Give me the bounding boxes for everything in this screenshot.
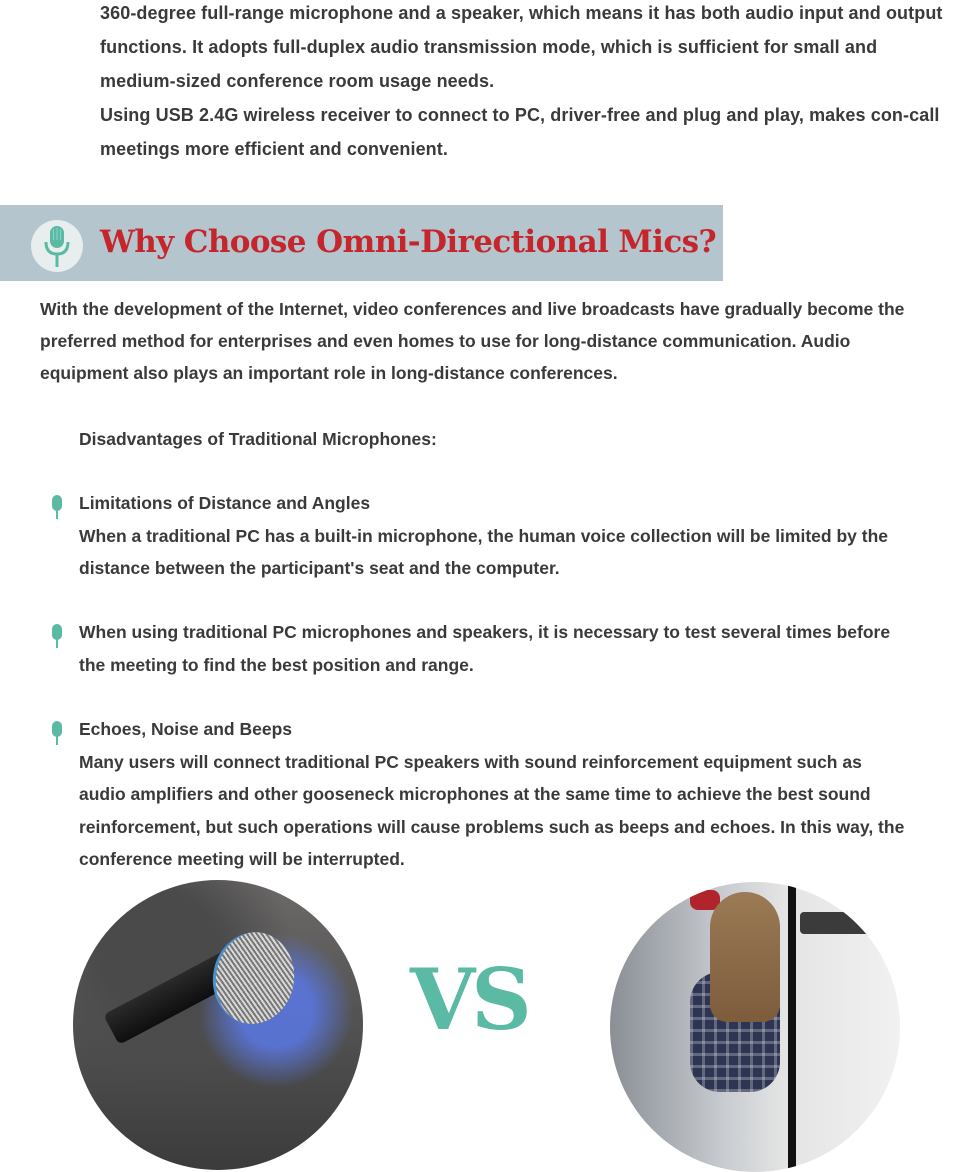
- vs-label: VS: [410, 950, 528, 1049]
- intro-section: [100, 0, 950, 166]
- disadvantage-item: [79, 616, 909, 681]
- microphone-bullet-icon: [50, 624, 64, 650]
- disadvantage-item: [79, 713, 909, 876]
- item-text: When a traditional PC has a built-in microphone, the human voice collection will be limited by the distance between the participant's seat and the computer.: [79, 525, 888, 578]
- microphone-grille: [206, 926, 302, 1031]
- body-section: [40, 293, 920, 389]
- item-title: Echoes, Noise and Beeps: [79, 719, 292, 739]
- section-title: Why Choose Omni-Directional Mics?: [100, 224, 717, 260]
- intro-paragraph-2: Using USB 2.4G wireless receiver to connect to PC, driver-free and plug and play, makes con-call meetings more efficient and convenient.: [100, 105, 940, 159]
- microphone-icon: [31, 220, 83, 272]
- photo-divider: [788, 882, 796, 1172]
- body-paragraph: With the development of the Internet, video conferences and live broadcasts have gradually become the preferred method for enterprises and even homes to use for long-distance communication. Audio equipment also plays an important role in long-distance conferences.: [40, 299, 905, 383]
- item-title: Limitations of Distance and Angles: [79, 493, 371, 513]
- disadvantages-heading: Disadvantages of Traditional Microphones:: [79, 429, 437, 449]
- photo-detail: [800, 912, 870, 934]
- intro-paragraph-1: 360-degree full-range microphone and a speaker, which means it has both audio input and output functions. It adopts full-duplex audio transmission mode, which is sufficient for small and medium-sized conference room usage needs.: [100, 3, 943, 91]
- handheld-microphone-photo: [73, 880, 363, 1170]
- photo-detail: [710, 892, 780, 1022]
- item-text: Many users will connect traditional PC speakers with sound reinforcement equipment such as audio amplifiers and other gooseneck microphones at the same time to achieve the best sound reinforcement, but such operations will cause problems such as beeps and echoes. In this way, the conference meeting will be interrupted.: [79, 751, 905, 869]
- section-banner: [0, 205, 723, 281]
- conference-participants-photo: [610, 882, 900, 1172]
- disadvantage-item: [79, 487, 909, 585]
- microphone-bullet-icon: [50, 721, 64, 747]
- microphone-bullet-icon: [50, 495, 64, 521]
- item-text: When using traditional PC microphones and speakers, it is necessary to test several times before the meeting to find the best position and range.: [79, 622, 891, 675]
